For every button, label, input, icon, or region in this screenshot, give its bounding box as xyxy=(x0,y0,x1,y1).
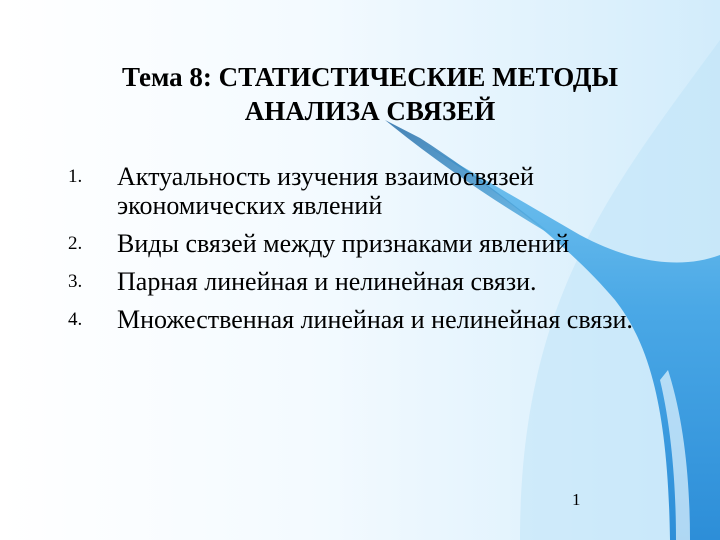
list-item xyxy=(68,162,688,220)
list-item-number: 3. xyxy=(68,271,83,292)
slide-title-line-1: Тема 8: СТАТИСТИЧЕСКИЕ МЕТОДЫ xyxy=(121,62,619,92)
slide-title-line-2: АНАЛИЗА СВЯЗЕЙ xyxy=(244,96,496,126)
list-item-number: 2. xyxy=(68,233,83,254)
list-item-text: Множественная линейная и нелинейная связи. xyxy=(117,305,633,334)
page-number: 1 xyxy=(572,490,581,509)
slide-title xyxy=(40,60,700,128)
list-item-text: Актуальность изучения взаимосвязей экономических явлений xyxy=(117,162,534,220)
list-item xyxy=(68,267,688,296)
topics-list xyxy=(68,162,688,343)
list-item xyxy=(68,229,688,258)
list-item-number: 4. xyxy=(68,309,83,330)
list-item xyxy=(68,305,688,334)
list-item-text: Парная линейная и нелинейная связи. xyxy=(117,267,537,296)
list-item-text: Виды связей между признаками явлений xyxy=(117,229,570,258)
list-item-number: 1. xyxy=(68,166,83,187)
